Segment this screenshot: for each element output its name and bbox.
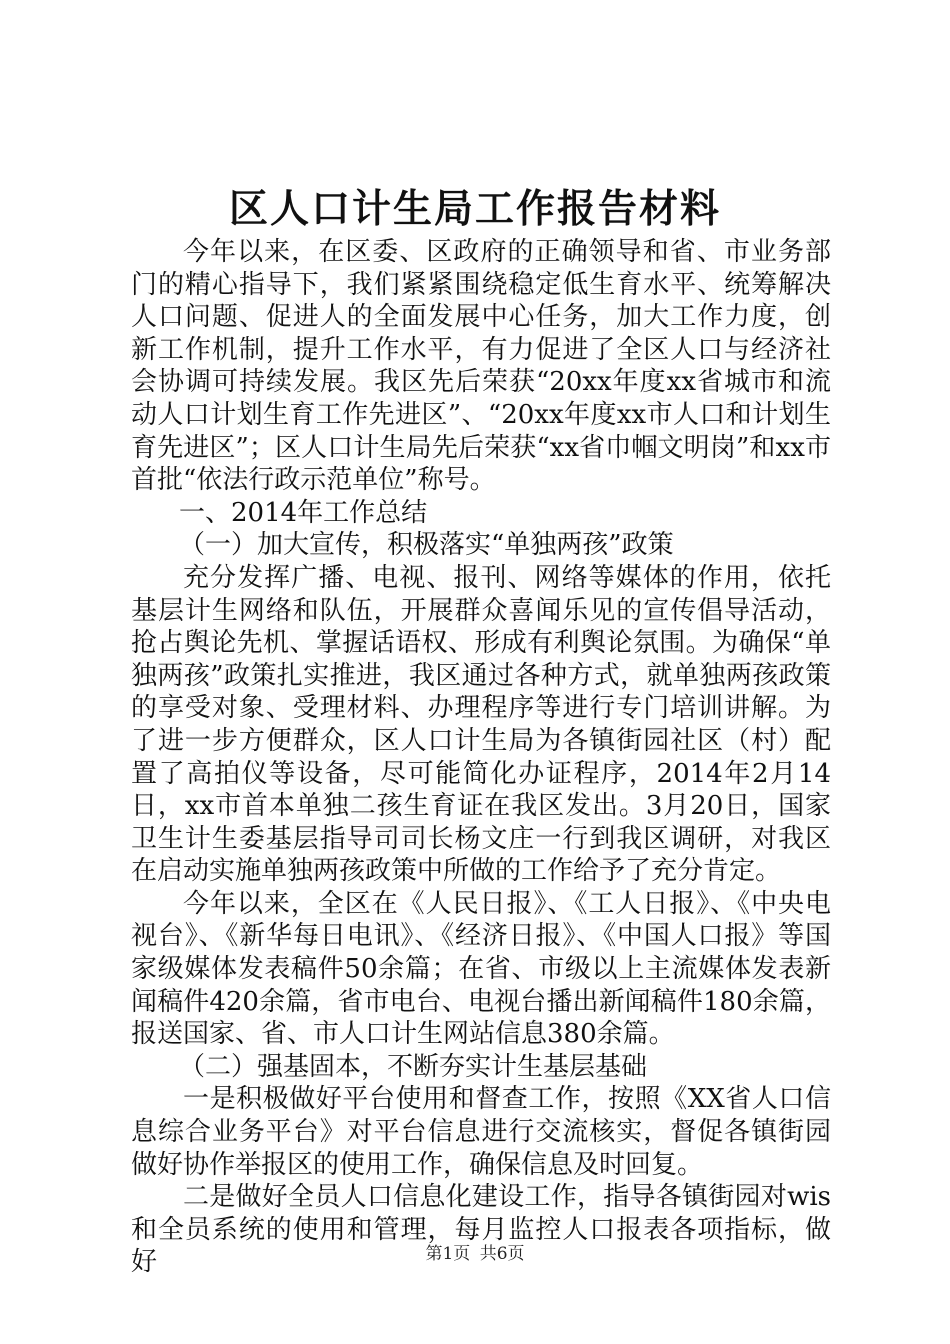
section-heading-summary: 一、2014年工作总结 [179,497,428,528]
page-total: 共6页 [479,1244,525,1264]
paragraph-policy: 充分发挥广播、电视、报刊、网络等媒体的作用，依托基层计生网络和队伍，开展群众喜闻乐见的宣传倡导活动，抢占舆论先机、掌握话语权、形成有利舆论氛围。为确保“单独两孩”政策扎实推进，我区通过各种方式，就单独两孩政策的享受对象、受理材料、办理程序等进行专门培训讲解。为了进一步方便群众，区人口计生局为各镇街园社区（村）配置了高拍仪等设备，尽可能简化办证程序，2014年2月14日，xx市首本单独二孩生育证在我区发出。3月20日，国家卫生计生委基层指导司司长杨文庄一行到我区调研，对我区在启动实施单独两孩政策中所做的工作给予了充分肯定。 [131,562,831,887]
page-number: 第1页 [425,1244,471,1264]
page-footer [0,1239,950,1264]
paragraph-intro: 今年以来，在区委、区政府的正确领导和省、市业务部门的精心指导下，我们紧紧围绕稳定低生育水平、统筹解决人口问题、促进人的全面发展中心任务，加大工作力度，创新工作机制，提升工作水平，有力促进了全区人口与经济社会协调可持续发展。我区先后荣获“20xx年度xx省城市和流动人口计划生育工作先进区”、“20xx年度xx市人口和计划生育先进区”；区人口计生局先后荣获“xx省巾帼文明岗”和xx市首批“依法行政示范单位”称号。 [131,237,831,496]
document-title: 区人口计生局工作报告材料 [228,186,721,232]
document-body [131,236,831,1279]
paragraph-informatization: 二是做好全员人口信息化建设工作，指导各镇街园对wis和全员系统的使用和管理，每月监控人口报表各项指标，做好 [131,1182,831,1278]
subsection-heading-1: （一）加大宣传，积极落实“单独两孩”政策 [179,530,674,561]
subsection-heading-2: （二）强基固本，不断夯实计生基层基础 [179,1051,648,1082]
paragraph-media: 今年以来，全区在《人民日报》、《工人日报》、《中央电视台》、《新华每日电讯》、《经济日报》、《中国人口报》等国家级媒体发表稿件50余篇；在省、市级以上主流媒体发表新闻稿件420余篇，省市电台、电视台播出新闻稿件180余篇，报送国家、省、市人口计生网站信息380余篇。 [131,888,831,1050]
paragraph-platform: 一是积极做好平台使用和督查工作，按照《XX省人口信息综合业务平台》对平台信息进行交流核实，督促各镇街园做好协作举报区的使用工作，确保信息及时回复。 [131,1084,831,1180]
